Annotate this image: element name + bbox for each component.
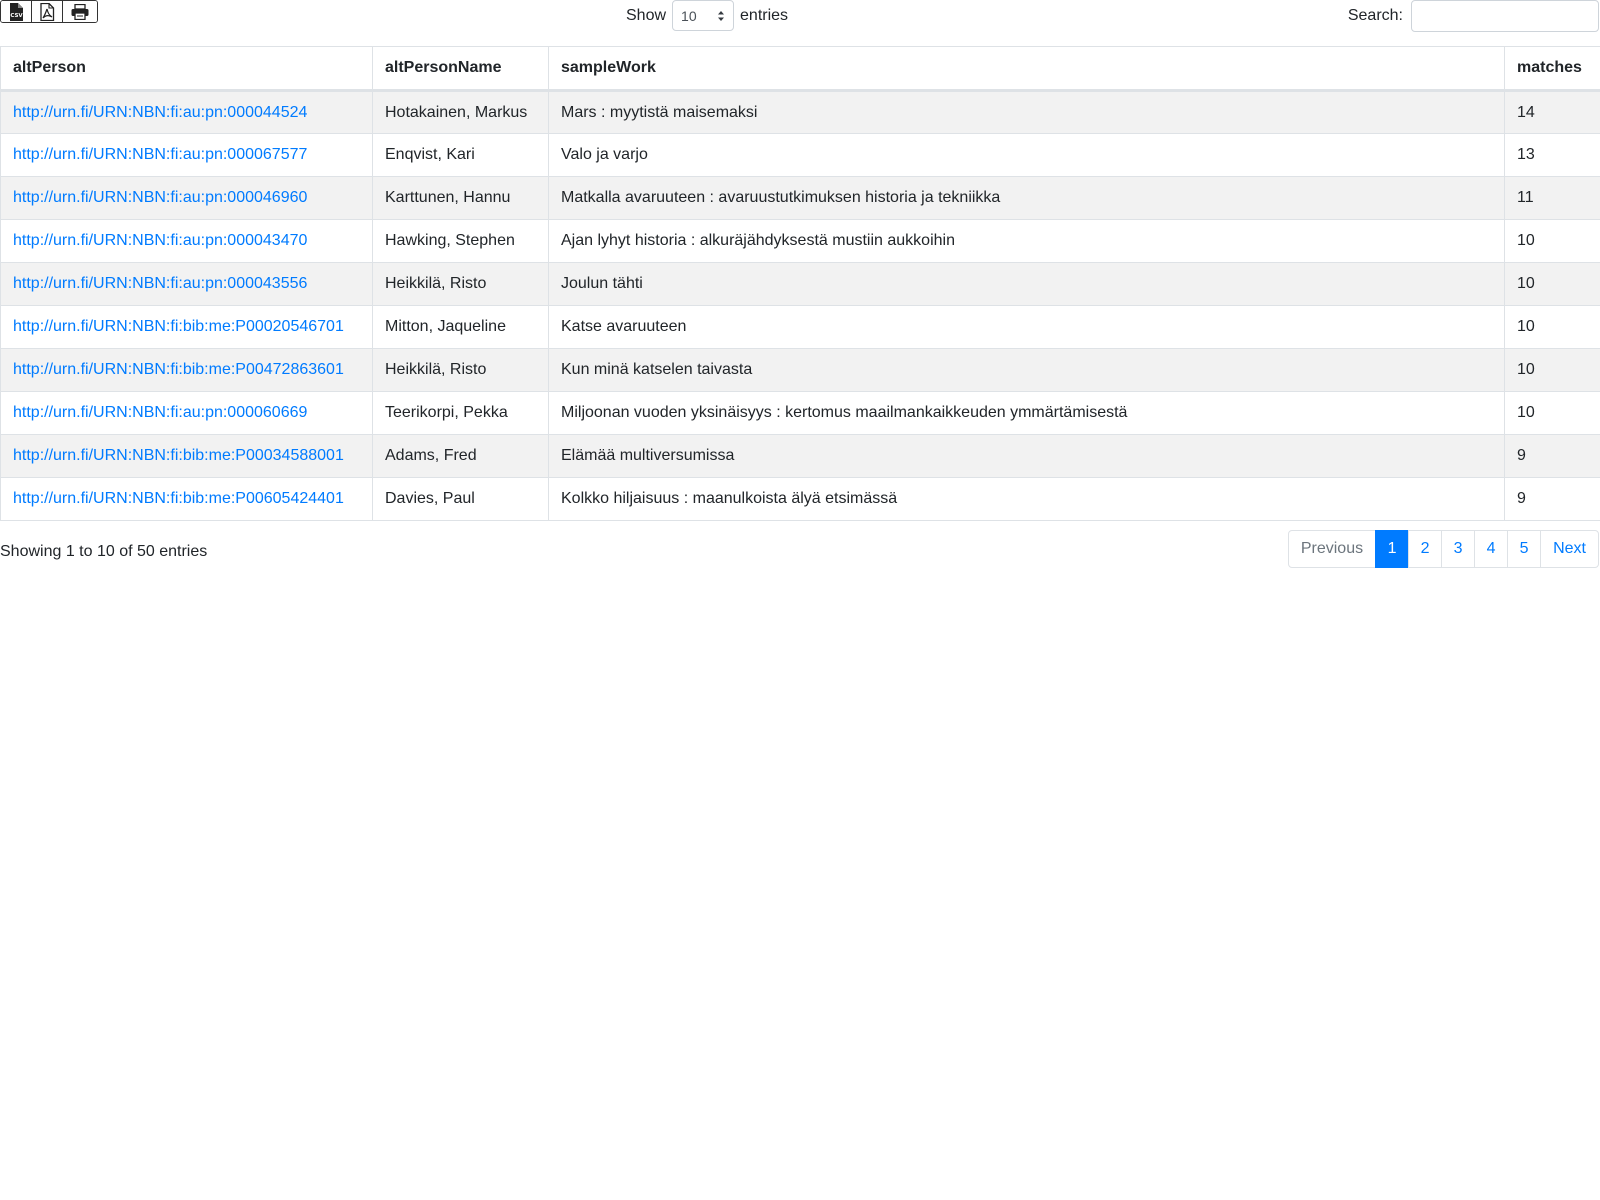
- export-csv-button[interactable]: [1, 1, 32, 22]
- samplework-cell: Kolkko hiljaisuus : maanulkoista älyä etsimässä: [549, 478, 1505, 521]
- altperson-link[interactable]: http://urn.fi/URN:NBN:fi:au:pn:000043556: [13, 275, 308, 292]
- altpersonname-cell: Hawking, Stephen: [373, 220, 549, 263]
- altperson-cell: [1, 220, 373, 263]
- altpersonname-cell: Enqvist, Kari: [373, 134, 549, 177]
- altperson-cell: [1, 435, 373, 478]
- pagination: [1288, 530, 1599, 568]
- altperson-cell: [1, 392, 373, 435]
- altperson-link[interactable]: http://urn.fi/URN:NBN:fi:au:pn:000046960: [13, 189, 308, 206]
- altperson-cell: [1, 478, 373, 521]
- table-row: [1, 349, 1600, 392]
- altperson-link[interactable]: http://urn.fi/URN:NBN:fi:au:pn:000043470: [13, 232, 308, 249]
- altpersonname-cell: Karttunen, Hannu: [373, 177, 549, 220]
- table-row: [1, 435, 1600, 478]
- table-row: [1, 134, 1600, 177]
- samplework-cell: Ajan lyhyt historia : alkuräjähdyksestä mustiin aukkoihin: [549, 220, 1505, 263]
- samplework-cell: Matkalla avaruuteen : avaruustutkimuksen historia ja tekniikka: [549, 177, 1505, 220]
- altpersonname-cell: Heikkilä, Risto: [373, 263, 549, 306]
- print-icon: [71, 4, 89, 20]
- table-controls: [0, 0, 1600, 46]
- altperson-cell: [1, 91, 373, 134]
- page-button-2[interactable]: 2: [1408, 530, 1442, 568]
- samplework-cell: Valo ja varjo: [549, 134, 1505, 177]
- page-button-4[interactable]: 4: [1474, 530, 1508, 568]
- matches-cell: 9: [1505, 478, 1600, 521]
- export-button-group: [0, 0, 98, 23]
- page-button-5[interactable]: 5: [1507, 530, 1541, 568]
- altpersonname-cell: Adams, Fred: [373, 435, 549, 478]
- results-table: [0, 46, 1600, 521]
- entries-per-page-select[interactable]: [672, 0, 734, 31]
- table-row: [1, 177, 1600, 220]
- entries-label: entries: [740, 6, 789, 24]
- samplework-cell: Kun minä katselen taivasta: [549, 349, 1505, 392]
- previous-page-button[interactable]: Previous: [1288, 530, 1376, 568]
- altpersonname-cell: Heikkilä, Risto: [373, 349, 549, 392]
- search-label: Search:: [1347, 7, 1403, 24]
- table-row: [1, 306, 1600, 349]
- search-control: [1348, 0, 1599, 32]
- altperson-cell: [1, 134, 373, 177]
- samplework-cell: Joulun tähti: [549, 263, 1505, 306]
- altperson-cell: [1, 349, 373, 392]
- matches-cell: 10: [1505, 263, 1600, 306]
- csv-file-icon: [8, 3, 24, 21]
- altperson-link[interactable]: http://urn.fi/URN:NBN:fi:au:pn:000044524: [13, 103, 308, 121]
- altpersonname-cell: Hotakainen, Markus: [373, 91, 549, 134]
- altperson-link[interactable]: http://urn.fi/URN:NBN:fi:bib:me:P00472863601: [13, 361, 344, 378]
- altperson-cell: [1, 177, 373, 220]
- show-label: Show: [626, 6, 667, 24]
- table-row: [1, 263, 1600, 306]
- altperson-link[interactable]: http://urn.fi/URN:NBN:fi:au:pn:000067577: [13, 146, 308, 163]
- samplework-cell: Mars : myytistä maisemaksi: [549, 91, 1505, 134]
- matches-cell: 10: [1505, 306, 1600, 349]
- samplework-cell: Katse avaruuteen: [549, 306, 1505, 349]
- table-row: [1, 220, 1600, 263]
- matches-cell: 13: [1505, 134, 1600, 177]
- matches-cell: 9: [1505, 435, 1600, 478]
- matches-cell: 10: [1505, 220, 1600, 263]
- csv-icon-label: CSV: [10, 12, 23, 19]
- samplework-cell: Miljoonan vuoden yksinäisyys : kertomus maailmankaikkeuden ymmärtämisestä: [549, 392, 1505, 435]
- altpersonname-cell: Mitton, Jaqueline: [373, 306, 549, 349]
- table-row: [1, 392, 1600, 435]
- pdf-file-icon: [39, 3, 55, 21]
- table-info: Showing 1 to 10 of 50 entries: [0, 543, 208, 560]
- matches-cell: 11: [1505, 177, 1600, 220]
- altperson-link[interactable]: http://urn.fi/URN:NBN:fi:bib:me:P00605424401: [13, 490, 344, 507]
- matches-cell: 10: [1505, 349, 1600, 392]
- table-row: [1, 91, 1600, 134]
- column-header-altpersonname[interactable]: altPersonName: [373, 47, 549, 91]
- page-button-1[interactable]: 1: [1375, 530, 1409, 568]
- entries-length-control: [626, 0, 788, 31]
- matches-cell: 14: [1505, 91, 1600, 134]
- next-page-button[interactable]: Next: [1540, 530, 1599, 568]
- altperson-link[interactable]: http://urn.fi/URN:NBN:fi:bib:me:P00020546701: [13, 318, 344, 335]
- column-header-altperson[interactable]: altPerson: [1, 47, 373, 91]
- matches-cell: 10: [1505, 392, 1600, 435]
- altperson-link[interactable]: http://urn.fi/URN:NBN:fi:au:pn:000060669: [13, 404, 308, 421]
- table-row: [1, 478, 1600, 521]
- entries-per-page-value: 10: [681, 7, 697, 24]
- altpersonname-cell: Teerikorpi, Pekka: [373, 392, 549, 435]
- table-header-row: [1, 47, 1600, 91]
- column-header-matches[interactable]: matches: [1505, 47, 1600, 91]
- altpersonname-cell: Davies, Paul: [373, 478, 549, 521]
- print-button[interactable]: [63, 1, 97, 22]
- export-pdf-button[interactable]: [32, 1, 63, 22]
- search-input[interactable]: [1411, 0, 1599, 32]
- page-button-3[interactable]: 3: [1441, 530, 1475, 568]
- altperson-cell: [1, 306, 373, 349]
- altperson-link[interactable]: http://urn.fi/URN:NBN:fi:bib:me:P00034588001: [13, 447, 344, 464]
- column-header-samplework[interactable]: sampleWork: [549, 47, 1505, 91]
- samplework-cell: Elämää multiversumissa: [549, 435, 1505, 478]
- select-arrows-icon: [717, 9, 725, 23]
- altperson-cell: [1, 263, 373, 306]
